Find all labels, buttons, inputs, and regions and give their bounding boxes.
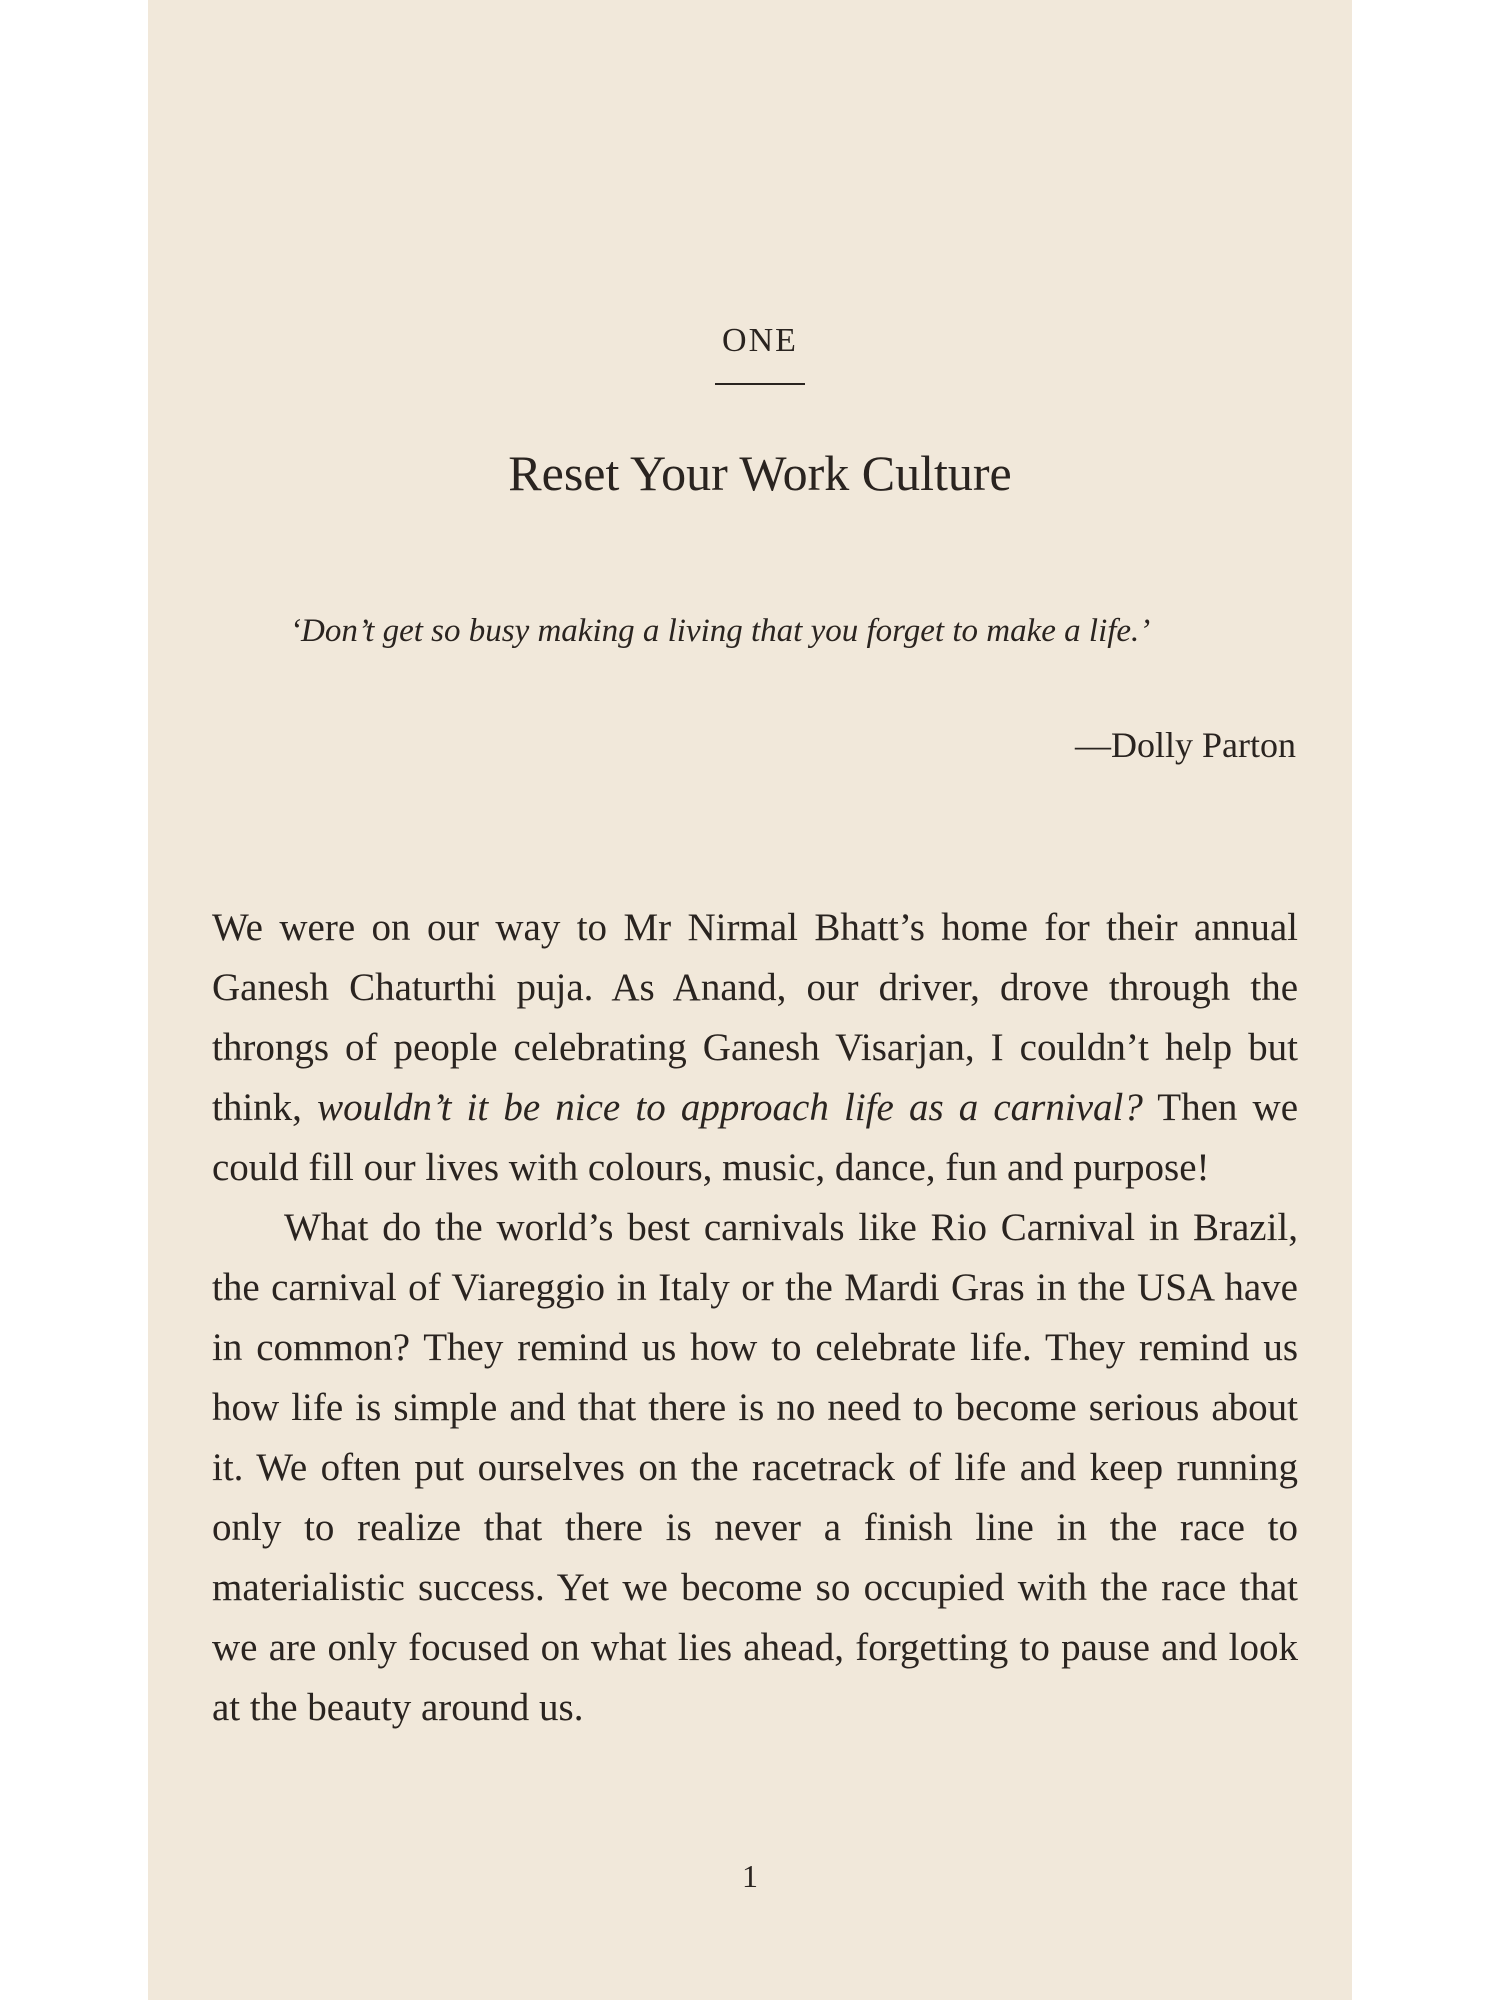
paragraph-2: What do the world’s best carnivals like Rio Carnival in Brazil, the carnival of Viareggio in Italy or the Mardi Gras in the USA have in common? They remind us how to celebrate life. They remind us how life is simple and that there is no need to become serious about it. We often put ourselves on the racetrack of life and keep running only to realize that there is never a finish line in the race to materialistic success. Yet we become so occupied with the race that we are only focused on what lies ahead, forgetting to pause and look at the beauty around us. xyxy=(212,1206,1298,1729)
page-number: 1 xyxy=(742,1858,758,1894)
paragraph-1-text-b: Then we could fill our lives with colours, music, dance, fun and purpose! xyxy=(212,1086,1299,1189)
book-page xyxy=(148,0,1352,2000)
epigraph-quote: ‘Don’t get so busy making a living that you forget to make a life.’ xyxy=(290,613,1151,649)
paragraph-1-italic: wouldn’t it be nice to approach life as a carnival? xyxy=(317,1086,1143,1129)
paragraph-1-text-a: We were on our way to Mr Nirmal Bhatt’s home for their annual Ganesh Chaturthi puja. As Anand, our driver, drove through the throngs of people celebrating Ganesh Visarjan, I couldn’t help but think, xyxy=(212,906,1298,1129)
chapter-number: ONE xyxy=(722,322,798,359)
paragraph-1 xyxy=(212,898,1298,1198)
chapter-title: Reset Your Work Culture xyxy=(508,445,1012,501)
body-text xyxy=(212,898,1298,1738)
chapter-divider xyxy=(715,383,805,385)
epigraph-author: —Dolly Parton xyxy=(1075,725,1296,765)
